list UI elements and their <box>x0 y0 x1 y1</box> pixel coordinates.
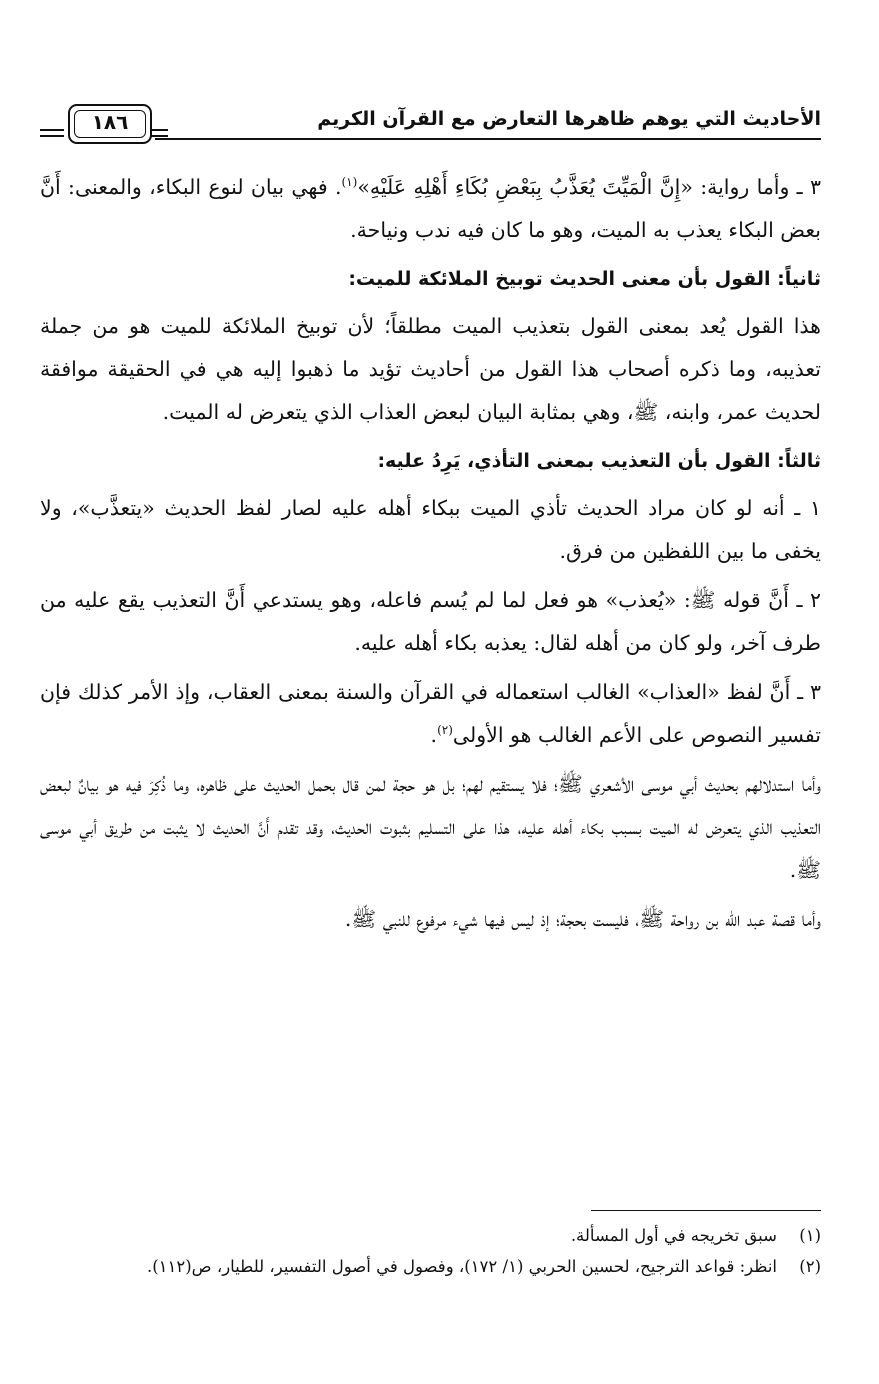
footnote-text: سبق تخريجه في أول المسألة. <box>570 1226 777 1245</box>
footnote-mark: (١) <box>799 1226 821 1245</box>
paragraph-text: . <box>430 723 438 747</box>
footnote-text: انظر: قواعد الترجيح، لحسين الحربي (١/ ١٧٢)، وفصول في أصول التفسير، للطيار، ص(١١٢). <box>146 1257 777 1276</box>
footnote-ref: (١) <box>341 175 358 190</box>
paragraph: ١ ـ أنه لو كان مراد الحديث تأذي الميت ببكاء أهله عليه لصار لفظ الحديث «يتعذَّب»، ولا يخفى ما بين اللفظين من فرق. <box>40 496 821 563</box>
footnote <box>40 1251 821 1282</box>
paragraph: وأما قصة عبد الله بن رواحة ﷺ، فليست بحجة؛ إذ ليس فيها شيء مرفوع للنبي ﷺ. <box>344 907 821 931</box>
paragraph: ٢ ـ أَنَّ قوله ﷺ: «يُعذب» هو فعل لما لم يُسم فاعله، وهو يستدعي أَنَّ التعذيب يقع عليه من طرف آخر، ولو كان من أهله لقال: يعذبه بكاء أهله عليه. <box>40 588 821 655</box>
section-heading: ثانياً: القول بأن معنى الحديث توبيخ الملائكة للميت: <box>348 268 821 290</box>
footnote-separator <box>591 1210 821 1211</box>
paragraph-text: ٣ ـ وأما رواية: «إِنَّ الْمَيِّتَ يُعَذَّبُ بِبَعْضِ بُكَاءِ أَهْلِهِ عَلَيْهِ» <box>357 175 821 199</box>
page-number: ١٨٦ <box>91 110 129 134</box>
header-ornament <box>40 129 64 131</box>
paragraph <box>40 671 821 757</box>
page-header <box>40 104 821 150</box>
paragraph <box>40 166 821 252</box>
section-heading: ثالثاً: القول بأن التعذيب بمعنى التأذي، يَرِدُ عليه: <box>377 450 821 472</box>
page-number-frame <box>68 104 152 144</box>
main-text <box>40 166 821 947</box>
header-rule <box>155 138 821 140</box>
paragraph: وأما استدلالهم بحديث أبي موسى الأشعري ﷺ؛ فلا يستقيم لهم؛ بل هو حجة لمن قال بحمل الحديث على ظاهره، وما ذُكِرَ فيه هو بيانٌ لبعض التعذيب الذي يتعرض له الميت بسبب بكاء أهله عليه، هذا على التسليم بثبوت الحديث، وقد تقدم أَنَّ الحديث لا يثبت من طريق أبي موسى ﷺ. <box>40 772 821 882</box>
book-page <box>40 0 821 1384</box>
header-ornament <box>150 129 168 131</box>
header-ornament <box>150 135 168 137</box>
paragraph: هذا القول يُعد بمعنى القول بتعذيب الميت مطلقاً؛ لأن توبيخ الملائكة للميت هو من جملة تعذيبه، وما ذكره أصحاب هذا القول من أحاديث تؤيد ما ذهبوا إليه هي في الحقيقة موافقة لحديث عمر، وابنه، ﷺ، وهي بمثابة البيان لبعض العذاب الذي يتعرض له الميت. <box>40 314 821 424</box>
footnote-mark: (٢) <box>799 1257 821 1276</box>
paragraph-text: . فهي بيان لنوع البكاء، والمعنى: أَنَّ بعض البكاء يعذب به الميت، وهو ما كان فيه ندب ونياحة. <box>40 175 821 242</box>
footnote <box>40 1220 821 1251</box>
footnote-ref: (٢) <box>437 723 453 738</box>
footnotes <box>40 1220 821 1282</box>
header-ornament <box>40 135 64 137</box>
paragraph-text: ٣ ـ أَنَّ لفظ «العذاب» الغالب استعماله في القرآن والسنة بمعنى العقاب، وإذ الأمر كذلك فإن تفسير النصوص على الأعم الغالب هو الأولى <box>40 680 821 747</box>
running-title: الأحاديث التي يوهم ظاهرها التعارض مع القرآن الكريم <box>317 108 821 130</box>
